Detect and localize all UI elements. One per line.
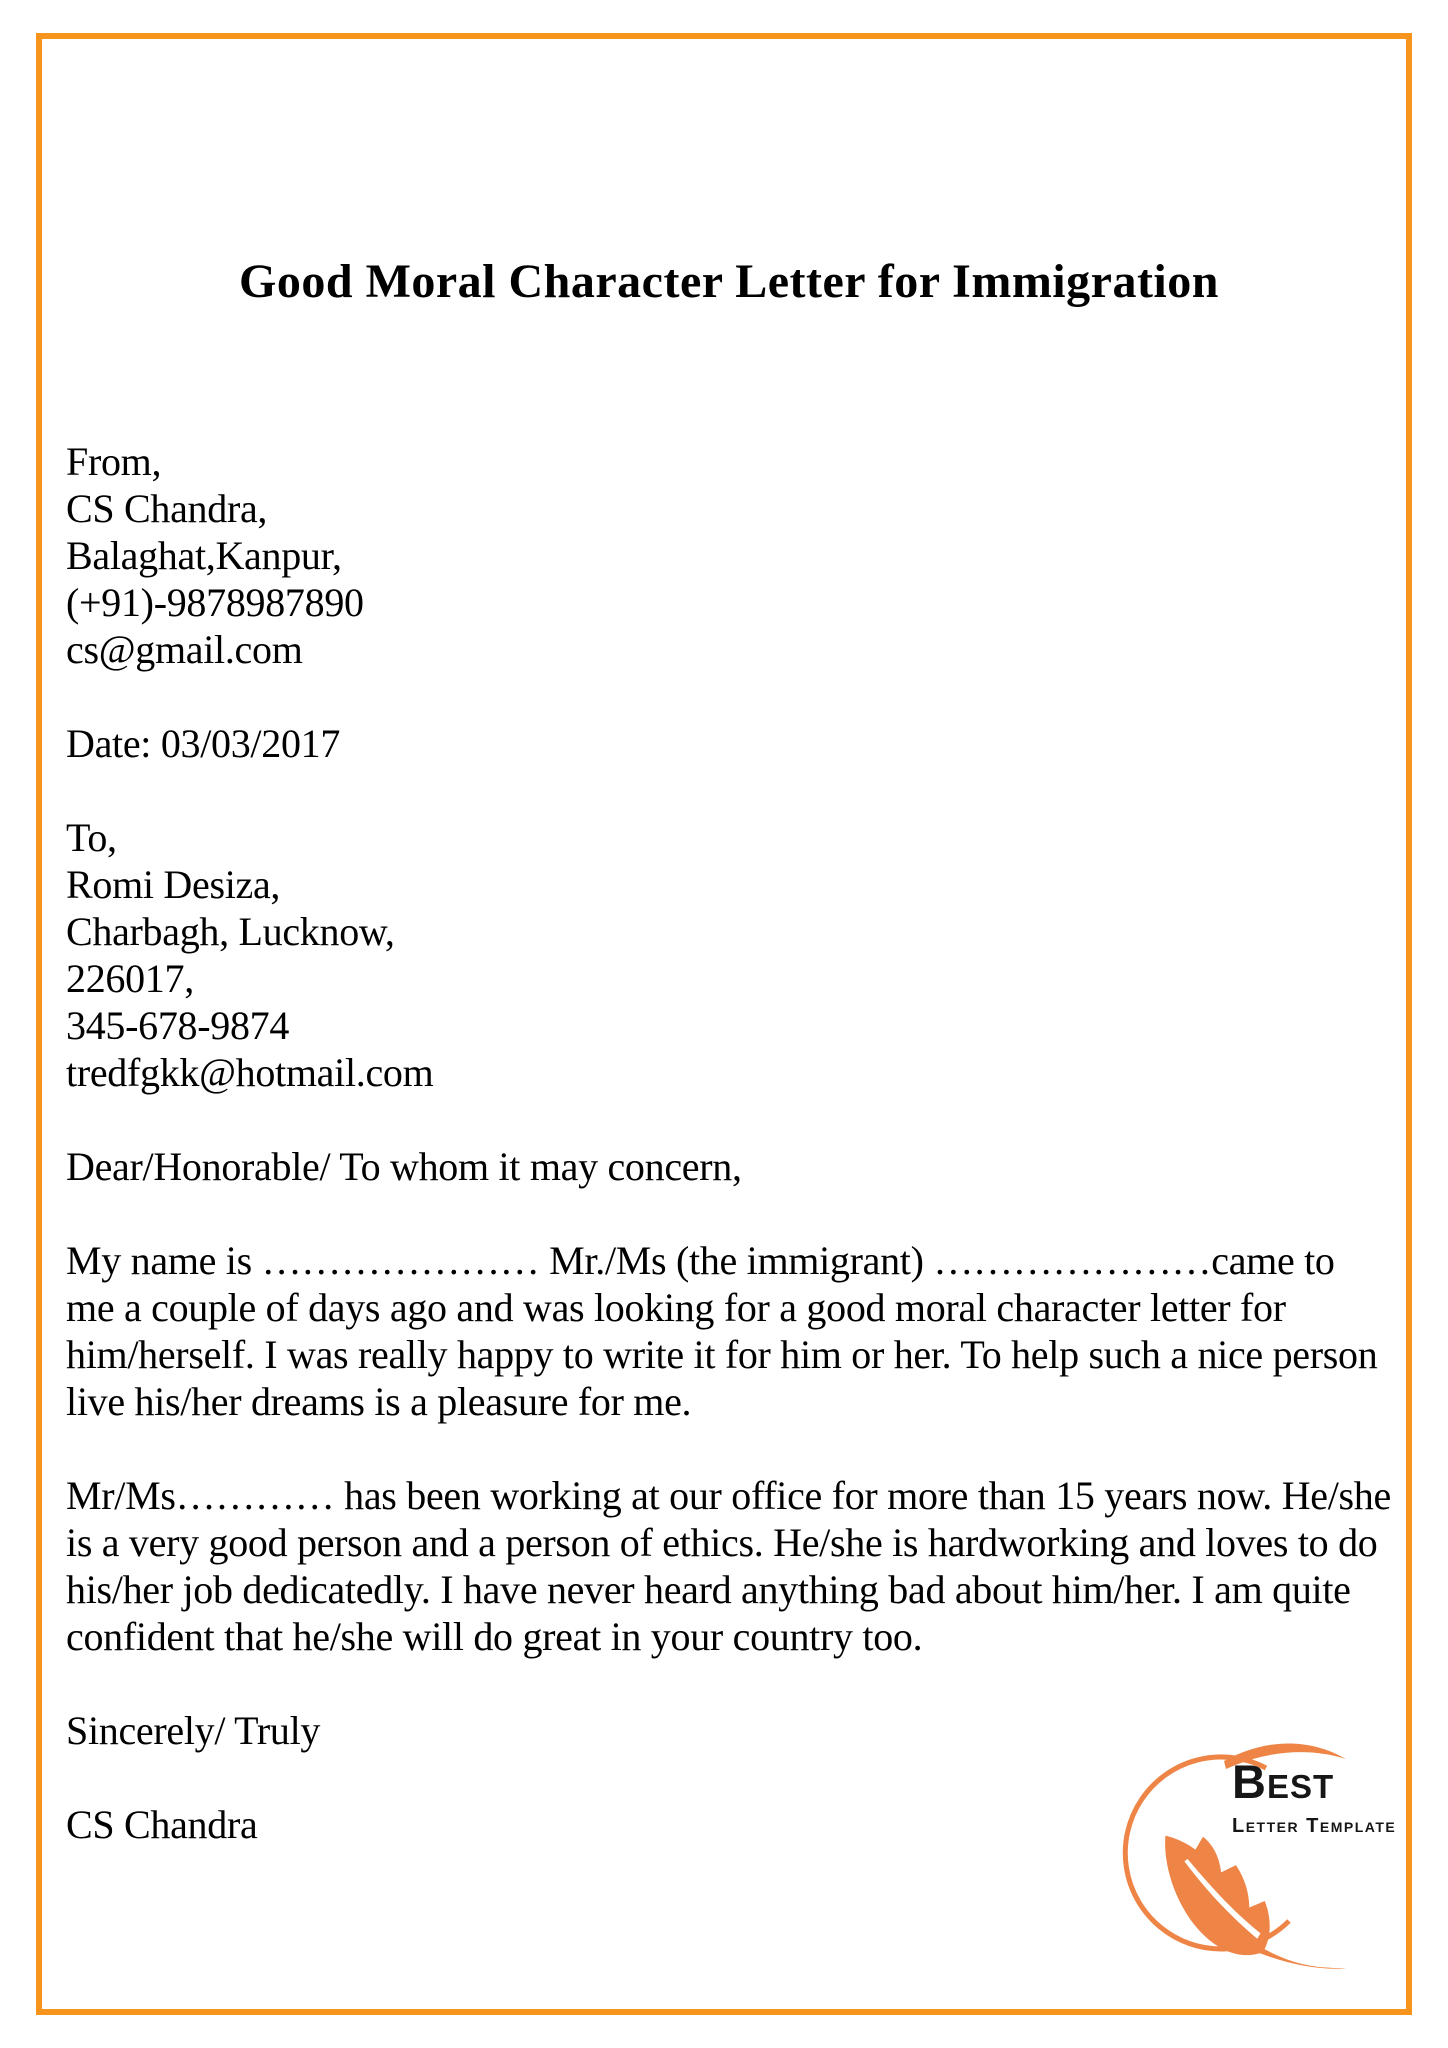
logo-brand-name: Best [1232, 1755, 1335, 1808]
sender-line: cs@gmail.com [66, 627, 303, 672]
date-line: Date: 03/03/2017 [66, 721, 341, 766]
recipient-line: 345-678-9874 [66, 1003, 290, 1048]
sender-line: Balaghat,Kanpur, [66, 533, 342, 578]
body-paragraph-2: Mr/Ms………… has been working at our office for more than 15 years now. He/she is a very good person and a person of ethics. He/she is hardworking and loves to do his/her job dedicatedly. I have never heard anything bad about him/her. I am quite confident that he/she will do great in your country too. [66, 1473, 1391, 1659]
best-letter-template-logo [1074, 1661, 1404, 1983]
sender-line: CS Chandra, [66, 486, 268, 531]
recipient-line: 226017, [66, 956, 194, 1001]
logo-brand-tagline: Letter Template [1232, 1815, 1397, 1837]
recipient-line: Romi Desiza, [66, 862, 281, 907]
body-paragraph-1: My name is ………………… Mr./Ms (the immigrant) …………………came to me a couple of days ago and was looking for a good moral character letter for him/herself. I was really happy to write it for him or her. To help such a nice person live his/her dreams is a pleasure for me. [66, 1238, 1378, 1424]
recipient-block [66, 814, 1392, 1096]
recipient-line: To, [66, 815, 117, 860]
letter-title: Good Moral Character Letter for Immigration [239, 255, 1219, 308]
sender-block [66, 438, 1392, 673]
signature-name: CS Chandra [66, 1802, 258, 1847]
page-border-frame [36, 33, 1412, 2015]
sender-line: From, [66, 439, 162, 484]
sender-line: (+91)-9878987890 [66, 580, 364, 625]
salutation: Dear/Honorable/ To whom it may concern, [66, 1144, 742, 1189]
closing: Sincerely/ Truly [66, 1708, 321, 1753]
recipient-line: tredfgkk@hotmail.com [66, 1050, 434, 1095]
recipient-line: Charbagh, Lucknow, [66, 909, 395, 954]
